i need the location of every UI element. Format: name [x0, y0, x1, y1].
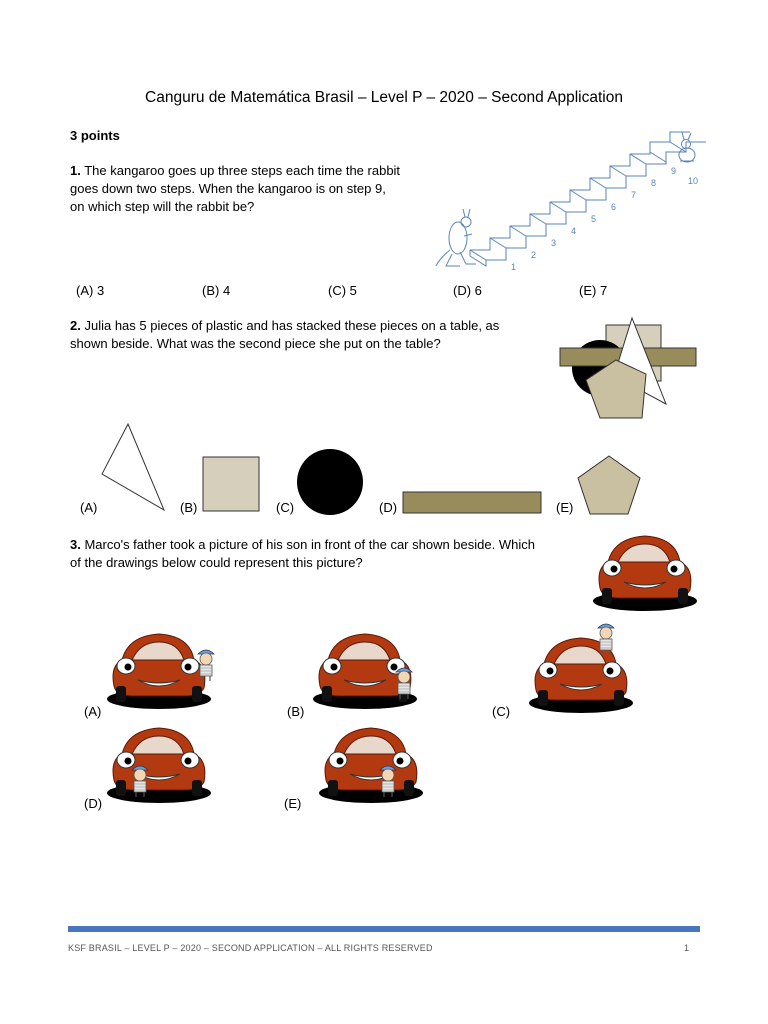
question-2-text [70, 317, 550, 353]
question-1-line-3: on which step will the rabbit be? [70, 199, 255, 214]
q1-option-e[interactable]: (E) 7 [579, 283, 608, 298]
question-3-line-1: Marco's father took a picture of his son in front of the car shown beside. Which [84, 537, 535, 552]
q3-option-d[interactable]: (D) [84, 796, 103, 811]
q2-option-e[interactable]: (E) [556, 500, 574, 515]
option-a-triangle [100, 422, 166, 512]
q1-option-a[interactable]: (A) 3 [76, 283, 105, 298]
option-c-car-image [526, 622, 638, 714]
question-3-number: 3. [70, 537, 81, 552]
kangaroo-icon [436, 209, 476, 266]
q3-option-c[interactable]: (C) [492, 704, 511, 719]
step-label-2: 2 [531, 250, 537, 260]
step-label-9: 9 [671, 166, 677, 176]
page-title: Canguru de Matemática Brasil – Level P – 2020 – Second Application [145, 89, 623, 106]
q3-option-b[interactable]: (B) [287, 704, 305, 719]
q2-option-a[interactable]: (A) [80, 500, 98, 515]
section-label: 3 points [70, 128, 120, 143]
option-e-car-image [316, 720, 428, 806]
option-c-circle [296, 448, 364, 516]
q1-option-c[interactable]: (C) 5 [328, 283, 357, 298]
step-label-5: 5 [591, 214, 597, 224]
step-label-10: 10 [688, 176, 699, 186]
question-1-line-1: The kangaroo goes up three steps each time the rabbit [84, 163, 401, 178]
step-label-1: 1 [511, 262, 517, 272]
footer-text: KSF BRASIL – LEVEL P – 2020 – SECOND APPLICATION – ALL RIGHTS RESERVED [68, 943, 433, 953]
step-label-4: 4 [571, 226, 577, 236]
q2-option-c[interactable]: (C) [276, 500, 295, 515]
option-d-rectangle [402, 491, 542, 515]
q3-option-a[interactable]: (A) [84, 704, 102, 719]
option-a-car-image [104, 626, 216, 712]
question-1-text [70, 162, 430, 216]
q2-option-d[interactable]: (D) [379, 500, 398, 515]
page-number: 1 [684, 943, 690, 953]
option-d-car-image [104, 720, 216, 806]
q3-option-e[interactable]: (E) [284, 796, 302, 811]
step-label-8: 8 [651, 178, 657, 188]
question-1-number: 1. [70, 163, 81, 178]
question-1-line-2: goes down two steps. When the kangaroo is on step 9, [70, 181, 386, 196]
step-label-6: 6 [611, 202, 617, 212]
q2-option-b[interactable]: (B) [180, 500, 198, 515]
question-3-text [70, 536, 590, 572]
option-b-car-image [310, 626, 422, 712]
question-2-line-1: Julia has 5 pieces of plastic and has stacked these pieces on a table, as [84, 318, 500, 333]
staircase-illustration [430, 128, 720, 278]
footer-divider [68, 926, 700, 932]
option-e-pentagon [576, 454, 642, 516]
stacked-pieces-figure [556, 316, 701, 426]
q1-option-b[interactable]: (B) 4 [202, 283, 231, 298]
q1-option-d[interactable]: (D) 6 [453, 283, 482, 298]
rabbit-icon [679, 132, 695, 162]
question-2-number: 2. [70, 318, 81, 333]
question-3-line-2: of the drawings below could represent this picture? [70, 555, 363, 570]
step-label-7: 7 [631, 190, 637, 200]
option-b-square [202, 456, 260, 512]
question-2-line-2: shown beside. What was the second piece she put on the table? [70, 336, 441, 351]
step-label-3: 3 [551, 238, 557, 248]
reference-car-image [590, 528, 700, 614]
